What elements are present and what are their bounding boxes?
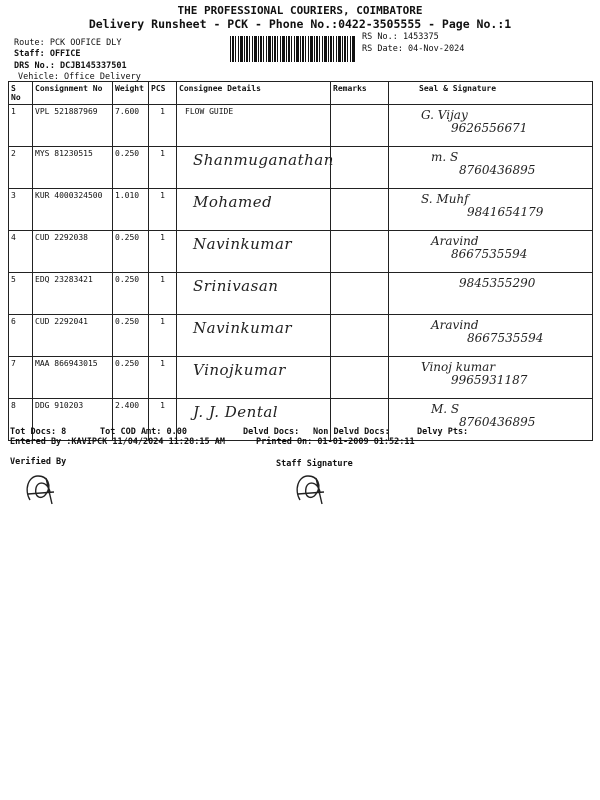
row-pcs: 1 <box>149 357 177 399</box>
row-signature-phone: 9841654179 <box>467 205 544 220</box>
row-pcs: 1 <box>149 399 177 441</box>
row-consignee-handwritten: Shanmuganathan <box>193 151 334 169</box>
printed-on: Printed On: 01-01-2009 01:52:11 <box>256 437 415 447</box>
row-signature <box>389 105 593 147</box>
row-consignee-handwritten: Navinkumar <box>193 235 293 253</box>
row-signature <box>389 273 593 315</box>
row-signature <box>389 357 593 399</box>
row-consignment-no: VPL 521887969 <box>33 105 113 147</box>
row-pcs: 1 <box>149 231 177 273</box>
row-remarks <box>331 315 389 357</box>
row-pcs: 1 <box>149 147 177 189</box>
verified-by-label: Verified By <box>10 457 67 467</box>
company-title: THE PROFESSIONAL COURIERS, COIMBATORE <box>177 4 423 17</box>
row-consignee-printed: FLOW GUIDE <box>185 107 234 116</box>
row-consignment-no: CUD 2292041 <box>33 315 113 357</box>
row-signature-name: G. Vijay <box>421 108 468 122</box>
row-consignment-no: CUD 2292038 <box>33 231 113 273</box>
total-cod: Tot COD Amt: 0.00 <box>100 427 187 437</box>
row-consignment-no: MAA 866943015 <box>33 357 113 399</box>
row-signature-name: M. S <box>431 402 460 416</box>
row-weight: 0.250 <box>113 357 149 399</box>
row-signature <box>389 189 593 231</box>
row-consignment-no: EDQ 23283421 <box>33 273 113 315</box>
row-consignment-no: DDG 910203 <box>33 399 113 441</box>
verified-signature-icon <box>22 470 62 508</box>
row-sno: 8 <box>9 399 33 441</box>
table-row <box>9 273 593 315</box>
row-consignee <box>177 189 331 231</box>
row-pcs: 1 <box>149 105 177 147</box>
header-weight: Weight <box>113 82 149 105</box>
row-signature-phone: 8667535594 <box>467 331 544 346</box>
row-sno: 3 <box>9 189 33 231</box>
row-consignee <box>177 315 331 357</box>
row-weight: 0.250 <box>113 315 149 357</box>
row-signature-name: Vinoj kumar <box>421 360 496 374</box>
table-row <box>9 105 593 147</box>
row-consignee-handwritten: Vinojkumar <box>193 361 286 379</box>
non-delivered-docs: Non Delvd Docs: <box>313 427 390 437</box>
row-weight: 2.400 <box>113 399 149 441</box>
row-consignee-handwritten: Srinivasan <box>193 277 279 295</box>
row-sno: 1 <box>9 105 33 147</box>
row-signature-name: Aravind <box>431 234 479 248</box>
row-consignee-handwritten: J. J. Dental <box>193 403 279 421</box>
barcode <box>230 36 356 62</box>
row-remarks <box>331 273 389 315</box>
row-consignee <box>177 105 331 147</box>
row-signature <box>389 315 593 357</box>
staff-signature-label: Staff Signature <box>276 459 353 469</box>
row-consignee-handwritten: Mohamed <box>193 193 273 211</box>
row-signature-name: m. S <box>431 150 459 164</box>
row-signature <box>389 231 593 273</box>
header-sno: S No <box>9 82 33 105</box>
row-sno: 2 <box>9 147 33 189</box>
runsheet-subtitle: Delivery Runsheet - PCK - Phone No.:0422-3505555 - Page No.:1 <box>88 17 512 31</box>
row-signature-phone: 8667535594 <box>451 247 528 262</box>
delivery-points: Delvy Pts: <box>417 427 469 437</box>
row-signature <box>389 147 593 189</box>
staff-signature-icon <box>292 470 332 508</box>
table-row <box>9 189 593 231</box>
staff-label: Staff: OFFICE <box>14 49 81 59</box>
row-remarks <box>331 105 389 147</box>
row-sno: 6 <box>9 315 33 357</box>
row-sno: 7 <box>9 357 33 399</box>
row-consignee <box>177 231 331 273</box>
row-consignee <box>177 147 334 189</box>
table-row <box>9 231 593 273</box>
row-weight: 0.250 <box>113 231 149 273</box>
row-sno: 4 <box>9 231 33 273</box>
row-pcs: 1 <box>149 273 177 315</box>
row-signature-name: S. Muhf <box>421 192 469 206</box>
row-remarks <box>331 189 389 231</box>
rs-date: RS Date: 04-Nov-2024 <box>362 44 465 54</box>
row-signature-phone: 9626556671 <box>451 121 528 136</box>
row-pcs: 1 <box>149 315 177 357</box>
row-consignee <box>177 357 331 399</box>
row-signature-phone: 8760436895 <box>459 415 536 430</box>
runsheet-table <box>8 81 593 441</box>
rs-number: RS No.: 1453375 <box>362 32 439 42</box>
row-remarks <box>331 147 389 189</box>
entered-by: Entered By :KAVIPCK 11/04/2024 11:28:15 AM <box>10 437 225 447</box>
header-remarks: Remarks <box>331 82 389 105</box>
row-signature-phone: 9965931187 <box>451 373 528 388</box>
row-weight: 0.250 <box>113 147 149 189</box>
header-signature: Seal & Signature <box>389 82 593 105</box>
header-consignment: Consignment No <box>33 82 113 105</box>
row-consignee-handwritten: Navinkumar <box>193 319 293 337</box>
row-weight: 7.600 <box>113 105 149 147</box>
row-consignment-no: MYS 81230515 <box>33 147 113 189</box>
header-consignee: Consignee Details <box>177 82 331 105</box>
header-pcs: PCS <box>149 82 177 105</box>
vehicle-label: Vehicle: Office Delivery <box>18 72 141 82</box>
route-label: Route: PCK OOFICE DLY <box>14 38 122 48</box>
row-consignee <box>177 273 331 315</box>
row-signature-phone: 8760436895 <box>459 163 536 178</box>
row-remarks <box>331 357 389 399</box>
total-docs: Tot Docs: 8 <box>10 427 67 437</box>
row-pcs: 1 <box>149 189 177 231</box>
row-remarks <box>331 231 389 273</box>
row-sno: 5 <box>9 273 33 315</box>
table-header-row <box>9 82 593 105</box>
table-row <box>9 315 593 357</box>
row-weight: 0.250 <box>113 273 149 315</box>
table-row <box>9 357 593 399</box>
table-row <box>9 147 593 189</box>
row-signature-phone: 9845355290 <box>459 276 536 290</box>
drs-label: DRS No.: DCJB145337501 <box>14 61 127 71</box>
delivered-docs: Delvd Docs: <box>243 427 300 437</box>
row-weight: 1.010 <box>113 189 149 231</box>
row-consignment-no: KUR 4000324500 <box>33 189 113 231</box>
table-row <box>9 399 593 441</box>
row-signature-name: Aravind <box>431 318 479 332</box>
